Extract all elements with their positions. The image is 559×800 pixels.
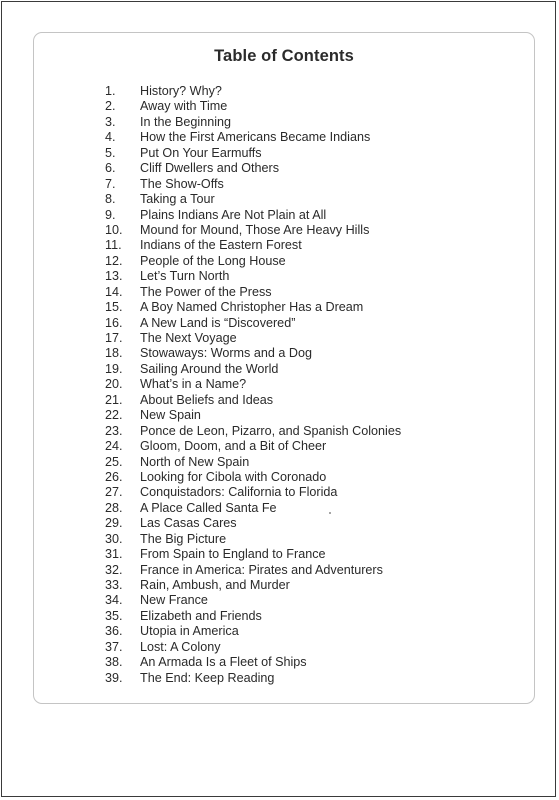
chapter-number: 5. [105,145,116,160]
toc-entry [105,177,401,192]
chapter-title: Rain, Ambush, and Murder [140,578,290,592]
chapter-title: New Spain [140,408,201,423]
chapter-title: New France [140,593,208,608]
chapter-number: 26. [105,469,123,484]
chapter-title: History? Why? [140,84,222,98]
chapter-number: 10. [105,222,123,237]
toc-entry [105,671,401,686]
toc-entry [105,99,401,114]
chapter-number: 35. [105,608,123,623]
chapter-number: 39. [105,670,123,685]
toc-list [105,84,401,686]
chapter-title: How the First Americans Became Indians [140,130,371,145]
toc-entry [105,609,401,624]
toc-entry [105,424,401,439]
toc-entry [105,115,401,130]
toc-entry [105,455,401,470]
chapter-number: 18. [105,346,123,361]
chapter-title: Conquistadors: California to Florida [140,485,338,500]
toc-entry [105,208,401,223]
chapter-number: 11. [105,238,122,253]
chapter-number: 19. [105,361,123,376]
chapter-title: Mound for Mound, Those Are Heavy Hills [140,222,370,237]
toc-entry [105,485,401,500]
toc-entry [105,254,401,269]
chapter-number: 24. [105,439,123,454]
toc-entry [105,470,401,485]
chapter-title: In the Beginning [140,114,232,129]
chapter-number: 2. [105,99,116,114]
scan-speck [329,512,331,514]
toc-entry [105,300,401,315]
chapter-number: 12. [105,253,123,268]
toc-entry [105,624,401,639]
chapter-number: 8. [105,192,116,207]
chapter-title: Looking for Cibola with Coronado [140,469,327,484]
toc-entry [105,547,401,562]
toc-entry [105,238,401,253]
chapter-title: Gloom, Doom, and a Bit of Cheer [140,439,327,454]
toc-entry [105,578,401,593]
chapter-number: 29. [105,516,123,531]
chapter-number: 1. [105,84,116,98]
toc-entry [105,146,401,161]
chapter-title: People of the Long House [140,253,286,268]
chapter-number: 9. [105,207,116,222]
toc-entry [105,346,401,361]
chapter-title: A Place Called Santa Fe [140,500,277,515]
chapter-title: Stowaways: Worms and a Dog [140,346,312,361]
toc-entry [105,362,401,377]
chapter-number: 34. [105,593,123,608]
chapter-title: The Next Voyage [140,331,237,345]
chapter-title: Sailing Around the World [140,361,279,376]
chapter-number: 13. [105,269,123,284]
table-of-contents-panel [33,32,535,704]
chapter-title: The End: Keep Reading [140,670,275,685]
toc-entry [105,223,401,238]
chapter-title: The Show-Offs [140,176,224,191]
chapter-title: Let’s Turn North [140,269,230,284]
chapter-title: About Beliefs and Ideas [140,392,274,407]
chapter-number: 33. [105,578,123,592]
toc-entry [105,393,401,408]
toc-entry [105,563,401,578]
chapter-title: Lost: A Colony [140,639,221,654]
toc-entry [105,161,401,176]
chapter-title: Taking a Tour [140,192,215,207]
chapter-title: A New Land is “Discovered” [140,315,296,330]
chapter-number: 14. [105,284,123,299]
toc-entry [105,501,401,516]
toc-entry [105,655,401,670]
chapter-number: 20. [105,377,123,392]
chapter-title: France in America: Pirates and Adventurers [140,562,383,577]
toc-entry [105,439,401,454]
chapter-number: 7. [105,176,116,191]
chapter-title: Ponce de Leon, Pizarro, and Spanish Colonies [140,423,402,438]
chapter-title: The Power of the Press [140,284,272,299]
chapter-title: North of New Spain [140,454,250,469]
chapter-number: 4. [105,130,116,145]
chapter-number: 38. [105,655,123,670]
chapter-title: An Armada Is a Fleet of Ships [140,655,307,670]
chapter-title: Utopia in America [140,624,239,639]
toc-entry [105,516,401,531]
page-title: Table of Contents [214,47,354,65]
toc-entry [105,408,401,423]
chapter-number: 16. [105,315,123,330]
chapter-title: What’s in a Name? [140,377,247,392]
chapter-number: 37. [105,639,123,654]
chapter-title: Away with Time [140,99,228,114]
toc-entry [105,269,401,284]
toc-entry [105,331,401,346]
chapter-number: 23. [105,423,123,438]
chapter-number: 27. [105,485,123,500]
toc-entry [105,84,401,99]
toc-entry [105,532,401,547]
chapter-title: Cliff Dwellers and Others [140,161,280,176]
toc-entry [105,377,401,392]
chapter-title: Plains Indians Are Not Plain at All [140,207,327,222]
chapter-number: 22. [105,408,123,423]
toc-entry [105,640,401,655]
chapter-number: 30. [105,531,123,546]
toc-entry [105,130,401,145]
chapter-number: 32. [105,562,123,577]
chapter-title: Put On Your Earmuffs [140,145,262,160]
chapter-title: Las Casas Cares [140,516,237,531]
chapter-title: A Boy Named Christopher Has a Dream [140,300,364,315]
chapter-number: 17. [105,331,123,345]
chapter-number: 31. [105,547,123,562]
toc-entry [105,192,401,207]
chapter-number: 36. [105,624,123,639]
chapter-number: 21. [105,392,123,407]
chapter-title: The Big Picture [140,531,227,546]
chapter-number: 3. [105,114,116,129]
toc-entry [105,285,401,300]
chapter-number: 28. [105,500,123,515]
chapter-number: 25. [105,454,123,469]
toc-entry [105,593,401,608]
toc-entry [105,316,401,331]
chapter-title: Elizabeth and Friends [140,608,262,623]
chapter-title: From Spain to England to France [140,547,326,562]
chapter-number: 15. [105,300,123,315]
chapter-title: Indians of the Eastern Forest [140,238,302,253]
chapter-number: 6. [105,161,116,176]
page-frame [1,1,556,797]
